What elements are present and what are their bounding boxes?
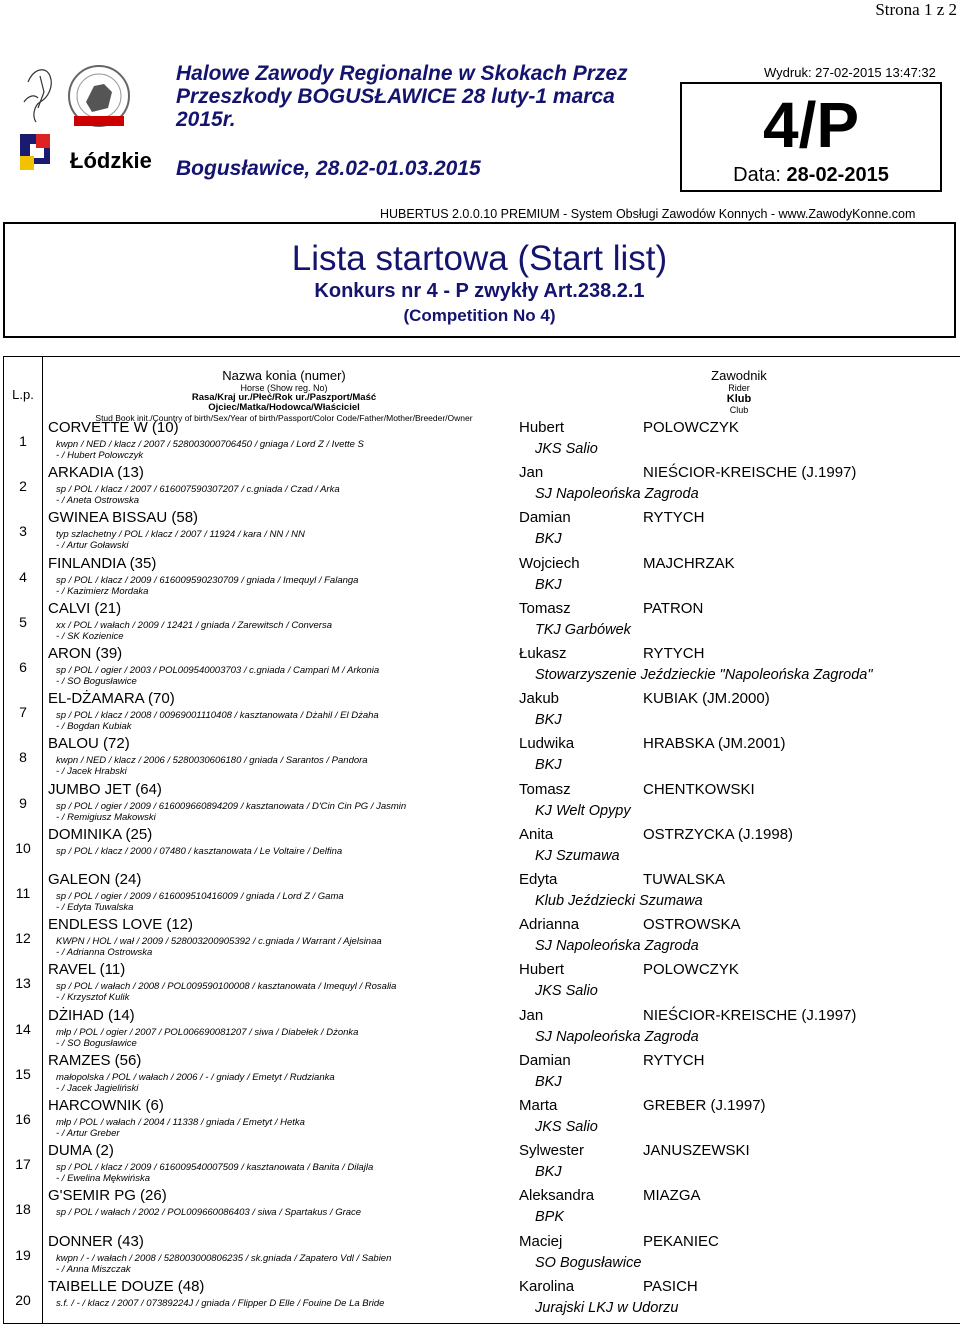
competition-date <box>682 164 940 187</box>
rider-last-name: POLOWCZYK <box>643 419 739 436</box>
horse-name: HARCOWNIK (6) <box>48 1097 164 1114</box>
table-row <box>4 645 960 690</box>
rider-club: JKS Salio <box>535 1119 598 1135</box>
rider-last-name: MAJCHRZAK <box>643 554 735 572</box>
rider-club: Jurajski LKJ w Udorzu <box>535 1299 679 1316</box>
row-number: 13 <box>15 975 31 992</box>
rider-last-name: KUBIAK (JM.2000) <box>643 690 770 708</box>
header-rider <box>654 369 824 416</box>
rider-last-name: RYTYCH <box>643 509 705 527</box>
horse-owner: - / Remigiusz Makowski <box>56 811 156 823</box>
rider-first-name: Anita <box>519 825 554 843</box>
row-number: 16 <box>15 1111 31 1127</box>
horse-name: EL-DŻAMARA (70) <box>48 690 175 708</box>
header-horse-line3: Ojciec/Matka/Hodowca/Właściciel <box>208 402 360 413</box>
horse-owner: - / SO Bogusławice <box>56 676 137 687</box>
horse-owner: - / Jacek Jagieliński <box>56 1082 139 1094</box>
horse-owner: - / Artur Goławski <box>56 540 129 552</box>
horse-owner: - / Bogdan Kubiak <box>56 721 132 733</box>
row-number: 7 <box>19 704 27 721</box>
horse-details: małopolska / POL / wałach / 2006 / - / gniady / Emetyt / Rudzianka <box>56 1071 335 1083</box>
rider-club: KJ Welt Opypy <box>535 802 631 819</box>
horse-details: kwpn / NED / klacz / 2006 / 5280030606180 / gniada / Sarantos / Pandora <box>56 755 368 767</box>
rider-club: SJ Napoleońska Zagroda <box>535 1028 699 1045</box>
row-number: 6 <box>19 659 27 675</box>
horse-details: sp / POL / klacz / 2009 / 616009540007509 / kasztanowata / Banita / Dilajla <box>56 1162 374 1174</box>
row-number: 5 <box>19 613 27 630</box>
row-number: 9 <box>19 794 27 811</box>
rider-club: BKJ <box>535 1164 562 1181</box>
rider-club: SJ Napoleońska Zagroda <box>535 486 699 503</box>
rider-first-name: Damian <box>519 509 571 527</box>
horse-details: kwpn / - / wałach / 2008 / 528003000806235 / sk.gniada / Zapatero Vdl / Sabien <box>56 1252 392 1264</box>
rider-club: BKJ <box>535 576 562 593</box>
table-row <box>4 1052 960 1097</box>
horse-owner: - / Hubert Polowczyk <box>56 450 144 461</box>
rider-club: Klub Jeździecki Szumawa <box>535 893 703 909</box>
rider-first-name: Jakub <box>519 690 560 708</box>
horse-details: młp / POL / ogier / 2007 / POL006690081207 / siwa / Diabełek / Dżonka <box>56 1026 359 1038</box>
rider-last-name: OSTRZYCKA (J.1998) <box>643 825 794 843</box>
horse-owner: - / Ewelina Mękwińska <box>56 1173 150 1185</box>
header-horse-title: Nazwa konia (numer) <box>222 368 346 383</box>
horse-details: xx / POL / wałach / 2009 / 12421 / gniada / Zarewitsch / Conversa <box>56 619 333 631</box>
rider-last-name: PATRON <box>643 599 704 617</box>
competition-date-label: Data: <box>733 164 781 186</box>
table-row <box>4 1187 960 1232</box>
rider-club: BPK <box>535 1209 565 1226</box>
table-row <box>4 1097 960 1142</box>
logo-text: Łódzkie <box>70 148 152 173</box>
rider-last-name: JANUSZEWSKI <box>643 1142 750 1160</box>
header-rider-title: Zawodnik <box>711 368 767 383</box>
row-number: 2 <box>19 478 27 495</box>
row-number: 18 <box>15 1201 31 1218</box>
page-number: Strona 1 z 2 <box>875 0 957 19</box>
rider-first-name: Adrianna <box>519 916 580 934</box>
horse-name: TAIBELLE DOUZE (48) <box>48 1277 205 1295</box>
row-number: 8 <box>19 749 27 766</box>
rider-first-name: Ludwika <box>519 735 575 753</box>
horse-details: kwpn / NED / klacz / 2007 / 528003000706450 / gniaga / Lord Z / Ivette S <box>56 439 364 450</box>
competition-code-box <box>680 82 942 192</box>
table-row <box>4 916 960 961</box>
competition-name: Konkurs nr 4 - P zwykły Art.238.2.1 <box>314 280 645 302</box>
rider-first-name: Hubert <box>519 961 565 979</box>
rider-club: JKS Salio <box>535 441 598 457</box>
rider-last-name: MIAZGA <box>643 1187 701 1205</box>
rider-last-name: NIEŚCIOR-KREISCHE (J.1997) <box>643 464 857 482</box>
horse-owner: - / Jacek Hrabski <box>56 766 127 778</box>
rider-last-name: NIEŚCIOR-KREISCHE (J.1997) <box>643 1006 857 1024</box>
rider-first-name: Jan <box>519 1006 544 1024</box>
rider-first-name: Tomasz <box>519 780 571 798</box>
rider-club: BKJ <box>535 1073 562 1090</box>
horse-name: DUMA (2) <box>48 1142 114 1160</box>
horse-owner: - / Kazimierz Mordaka <box>56 585 149 597</box>
rider-first-name: Hubert <box>519 419 565 436</box>
list-title-box <box>3 222 956 338</box>
rider-last-name: HRABSKA (JM.2001) <box>643 735 786 753</box>
rider-first-name: Łukasz <box>519 645 567 662</box>
rider-last-name: TUWALSKA <box>643 871 725 888</box>
horse-owner: - / Artur Greber <box>56 1128 120 1139</box>
rider-club: SJ Napoleońska Zagroda <box>535 938 699 955</box>
row-number: 20 <box>15 1291 31 1308</box>
horse-owner: - / Edyta Tuwalska <box>56 902 134 913</box>
rider-club: Stowarzyszenie Jeździeckie "Napoleońska Zagroda" <box>535 667 873 683</box>
table-row <box>4 555 960 600</box>
table-row <box>4 419 960 464</box>
rider-club: BKJ <box>535 531 562 548</box>
horse-owner: - / Adrianna Ostrowska <box>56 947 153 959</box>
horse-name: CALVI (21) <box>48 599 122 617</box>
rider-last-name: PEKANIEC <box>643 1232 719 1250</box>
rider-first-name: Marta <box>519 1097 558 1114</box>
table-row <box>4 871 960 916</box>
header-horse <box>84 369 484 423</box>
table-row <box>4 826 960 871</box>
rider-last-name: CHENTKOWSKI <box>643 780 755 798</box>
row-number: 3 <box>19 523 27 540</box>
start-list-table <box>3 356 960 1324</box>
row-number: 15 <box>15 1065 31 1082</box>
horse-name: GWINEA BISSAU (58) <box>48 509 199 527</box>
competition-name-en: (Competition No 4) <box>403 306 556 325</box>
table-row <box>4 690 960 735</box>
horse-name: DONNER (43) <box>48 1232 144 1250</box>
horse-details: sp / POL / ogier / 2003 / POL009540003703 / c.gniada / Campari M / Arkonia <box>56 665 380 676</box>
header-horse-en: Horse (Show reg. No) <box>240 383 328 393</box>
row-number: 19 <box>15 1246 31 1263</box>
horse-details: sp / POL / wałach / 2002 / POL009660086403 / siwa / Spartakus / Grace <box>56 1207 362 1219</box>
horse-name: DŻIHAD (14) <box>48 1006 135 1024</box>
horse-details: sp / POL / klacz / 2008 / 00969001110408 / kasztanowata / Dżahil / El Dżaha <box>56 710 379 722</box>
rider-first-name: Tomasz <box>519 599 571 617</box>
table-row <box>4 1142 960 1187</box>
horse-name: GALEON (24) <box>48 871 142 888</box>
row-number: 17 <box>15 1156 31 1173</box>
table-row <box>4 464 960 509</box>
rider-first-name: Wojciech <box>519 554 580 572</box>
horse-name: JUMBO JET (64) <box>48 780 162 798</box>
table-row <box>4 781 960 826</box>
horse-name: RAVEL (11) <box>48 961 126 979</box>
rider-club: BKJ <box>535 757 562 774</box>
rider-club: BKJ <box>535 712 562 729</box>
rider-first-name: Damian <box>519 1051 571 1069</box>
event-logos <box>14 62 154 184</box>
horse-name: ARON (39) <box>48 645 123 662</box>
horse-details: młp / POL / wałach / 2004 / 11338 / gniada / Emetyt / Hetka <box>56 1117 305 1128</box>
table-row <box>4 1233 960 1278</box>
horse-details: sp / POL / ogier / 2009 / 616009510416009 / gniada / Lord Z / Gama <box>56 891 344 902</box>
horse-details: typ szlachetny / POL / klacz / 2007 / 11924 / kara / NN / NN <box>56 529 305 541</box>
rider-last-name: PASICH <box>643 1277 698 1295</box>
horse-owner: - / Aneta Ostrowska <box>56 495 140 507</box>
system-credit: HUBERTUS 2.0.0.10 PREMIUM - System Obsługi Zawodów Konnych - www.ZawodyKonne.com <box>380 207 916 221</box>
competition-code: 4/P <box>762 89 860 161</box>
horse-details: KWPN / HOL / wał / 2009 / 528003200905392 / c.gniada / Warrant / Ajelsinaa <box>56 936 382 948</box>
rider-club: KJ Szumawa <box>535 847 620 864</box>
print-timestamp: Wydruk: 27-02-2015 13:47:32 <box>764 65 936 80</box>
horse-name: RAMZES (56) <box>48 1051 142 1069</box>
competition-date-value: 28-02-2015 <box>786 164 889 186</box>
horse-name: CORVETTE W (10) <box>48 419 179 436</box>
table-row <box>4 1007 960 1052</box>
horse-name: G'SEMIR PG (26) <box>48 1187 167 1205</box>
row-number: 10 <box>15 839 31 856</box>
header-horse-line2: Rasa/Kraj ur./Płeć/Rok ur./Paszport/Maść <box>191 392 377 403</box>
rider-first-name: Aleksandra <box>519 1187 595 1205</box>
event-title: Halowe Zawody Regionalne w Skokach Przez Przeszkody BOGUSŁAWICE 28 luty-1 marca 2015r. <box>176 62 628 131</box>
horse-name: BALOU (72) <box>48 735 130 753</box>
row-number: 4 <box>19 568 27 585</box>
rider-first-name: Edyta <box>519 871 558 888</box>
row-number: 1 <box>19 433 27 449</box>
rider-last-name: RYTYCH <box>643 645 705 662</box>
rider-first-name: Sylwester <box>519 1142 585 1160</box>
rider-last-name: GREBER (J.1997) <box>643 1097 766 1114</box>
horse-details: sp / POL / klacz / 2000 / 07480 / kasztanowata / Le Voltaire / Delfina <box>56 845 343 857</box>
rider-club: TKJ Garbówek <box>535 621 631 638</box>
horse-name: FINLANDIA (35) <box>48 554 157 572</box>
horse-owner: - / SK Kozienice <box>56 630 124 642</box>
horse-details: sp / POL / klacz / 2007 / 616007590307207 / c.gniada / Czad / Arka <box>56 484 340 496</box>
header-rider-en: Rider <box>728 383 750 393</box>
header-club-en: Club <box>729 405 749 415</box>
header-horse-line4: Stud Book init./Country of birth/Sex/Year of birth/Passport/Color Code/Father/Mother/Breeder/Owner <box>95 413 473 423</box>
table-row <box>4 1278 960 1323</box>
horse-details: s.f. / - / klacz / 2007 / 07389224J / gniada / Flipper D Elle / Fouine De La Bride <box>56 1297 385 1309</box>
row-number: 11 <box>15 885 31 901</box>
row-number: 14 <box>15 1020 31 1037</box>
horse-details: sp / POL / klacz / 2009 / 616009590230709 / gniada / Imequyl / Falanga <box>56 574 359 586</box>
rider-club: SO Bogusławice <box>535 1254 642 1271</box>
horse-name: ARKADIA (13) <box>48 464 144 482</box>
rider-first-name: Maciej <box>519 1232 563 1250</box>
rider-last-name: POLOWCZYK <box>643 961 739 979</box>
horse-name: DOMINIKA (25) <box>48 825 153 843</box>
horse-details: sp / POL / wałach / 2008 / POL009590100008 / kasztanowata / Imequyl / Rosalia <box>56 981 397 993</box>
table-row <box>4 600 960 645</box>
horse-details: sp / POL / ogier / 2009 / 616009660894209 / kasztanowata / D'Cin Cin PG / Jasmin <box>56 800 407 812</box>
table-row <box>4 509 960 554</box>
horse-owner: - / SO Bogusławice <box>56 1037 137 1049</box>
header-club-title: Klub <box>726 393 752 405</box>
rider-first-name: Jan <box>519 464 544 482</box>
header-lp: L.p. <box>12 387 34 402</box>
table-row <box>4 735 960 780</box>
rider-first-name: Karolina <box>519 1277 575 1295</box>
table-row <box>4 961 960 1006</box>
rider-last-name: OSTROWSKA <box>643 916 741 934</box>
event-date-place: Bogusławice, 28.02-01.03.2015 <box>176 157 481 180</box>
row-number: 12 <box>15 930 31 947</box>
rider-club: JKS Salio <box>535 983 598 1000</box>
horse-name: ENDLESS LOVE (12) <box>48 916 194 934</box>
horse-owner: - / Krzysztof Kulik <box>56 992 130 1004</box>
horse-owner: - / Anna Miszczak <box>56 1263 131 1275</box>
list-title: Lista startowa (Start list) <box>291 239 668 278</box>
rider-last-name: RYTYCH <box>643 1051 705 1069</box>
